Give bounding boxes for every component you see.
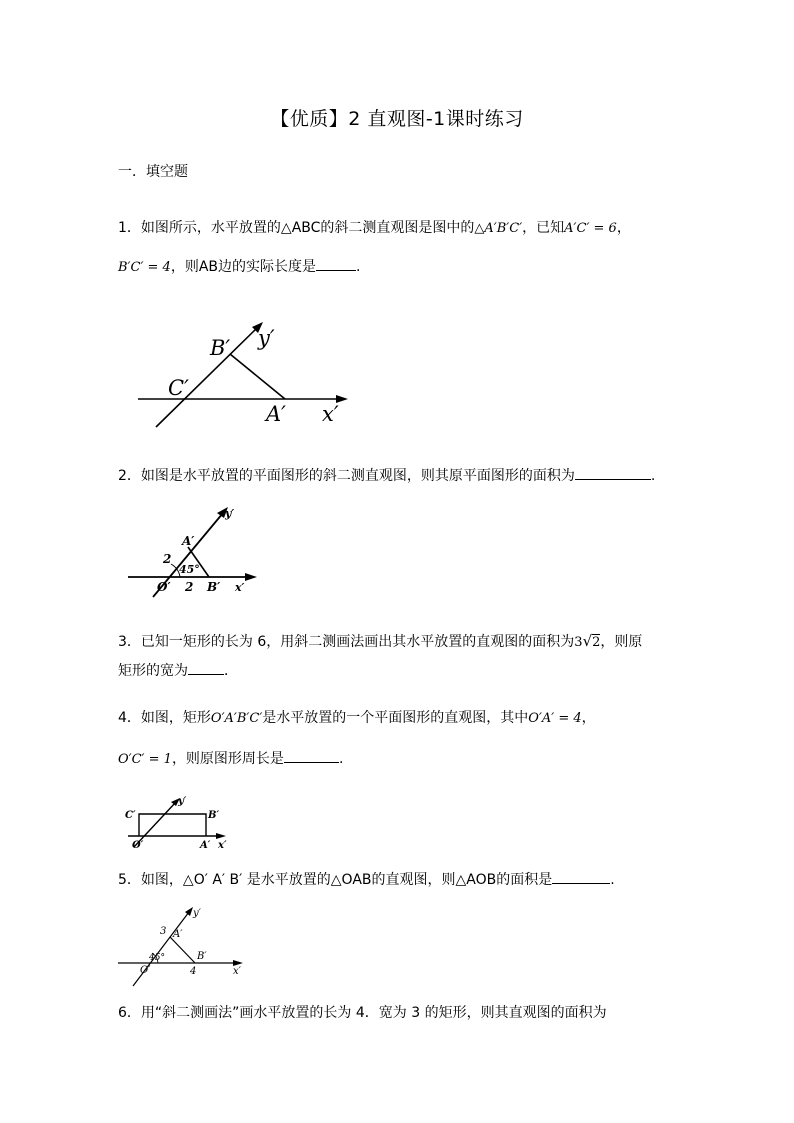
- question-1: [118, 218, 682, 239]
- math-expression: △A′B′C′: [474, 221, 523, 236]
- question-number: 2．: [118, 468, 141, 484]
- answer-blank[interactable]: [188, 660, 224, 675]
- label-angle: 45°: [149, 953, 165, 963]
- question-5: [118, 869, 682, 890]
- figure-2: [125, 503, 265, 598]
- question-text: 如图，△O′ A′ B′ 是水平放置的△OAB的直观图，则△AOB的面积是: [140, 872, 553, 888]
- answer-blank[interactable]: [575, 465, 651, 480]
- segment-ba: [230, 354, 285, 399]
- question-text: ．: [224, 663, 238, 679]
- label-x: x′: [233, 966, 241, 977]
- segment-ab: [170, 937, 195, 963]
- question-text: ，: [616, 220, 631, 236]
- label-2-left: 2: [163, 552, 172, 566]
- question-text: .: [356, 259, 361, 275]
- label-y: y′: [178, 796, 187, 807]
- question-6: [118, 1003, 682, 1023]
- question-text: 用“斜二测画法”画水平放置的长为 4．宽为 3 的矩形，则其直观图的面积为: [140, 1005, 607, 1021]
- question-text: ，则AB边的实际长度是: [170, 259, 317, 275]
- label-o: O′: [132, 840, 144, 851]
- label-2-bottom: 2: [185, 580, 194, 594]
- math-coefficient: 3: [574, 635, 583, 650]
- x-arrow-head: [216, 833, 226, 839]
- label-o: O′: [157, 580, 171, 594]
- figure-5: [115, 902, 255, 992]
- answer-blank[interactable]: [284, 748, 339, 763]
- question-text: 矩形的宽为: [118, 663, 188, 679]
- figure-1: [130, 315, 360, 430]
- y-arrow-head: [185, 907, 193, 916]
- math-expression: O′A′B′C′: [210, 711, 263, 726]
- rectangle: [139, 814, 206, 836]
- section-heading: 一．填空题: [118, 164, 188, 180]
- math-expression: [574, 632, 601, 650]
- math-expression: A′C′ = 6: [564, 221, 617, 236]
- question-text: 如图所示，水平放置的△ABC的斜二测直观图是图中的: [140, 220, 475, 236]
- label-x: x′: [235, 581, 245, 594]
- label-x: x′: [322, 402, 339, 426]
- label-x: x′: [218, 840, 227, 851]
- question-text: 如图是水平放置的平面图形的斜二测直观图，则其原平面图形的面积为: [140, 468, 575, 484]
- label-a: A′: [266, 402, 286, 426]
- question-number: 3．: [118, 634, 141, 650]
- math-radicand: 2: [592, 635, 601, 650]
- label-b: B′: [210, 336, 231, 360]
- label-a: A′: [182, 534, 195, 548]
- question-number: 6．: [118, 1005, 141, 1021]
- question-text: ，: [581, 710, 596, 726]
- page-title: 【优质】2 直观图-1课时练习: [270, 108, 524, 130]
- question-2: [118, 465, 682, 486]
- label-3: 3: [160, 926, 167, 937]
- label-b: B′: [197, 951, 207, 962]
- question-4: [118, 708, 682, 729]
- sqrt-sign: √: [582, 632, 593, 650]
- question-text: .: [338, 751, 344, 767]
- question-number: 5．: [118, 872, 141, 888]
- question-text: ，已知: [522, 220, 565, 236]
- question-text: 是水平放置的一个平面图形的直观图，其中: [262, 710, 529, 726]
- question-text: ，则原: [600, 634, 643, 650]
- question-text: 如图，矩形: [140, 710, 211, 726]
- label-angle: 45°: [179, 563, 200, 576]
- question-text: .: [610, 872, 615, 888]
- question-4-line-2: [118, 748, 682, 770]
- label-y: y′: [258, 326, 275, 350]
- label-a: A′: [173, 929, 183, 940]
- question-3-line-2: [118, 660, 682, 681]
- question-text: ，则原图形周长是: [171, 751, 284, 767]
- label-y: y′: [225, 507, 235, 520]
- label-c: C′: [168, 376, 189, 400]
- question-3: [118, 631, 682, 653]
- label-o: O′: [140, 965, 151, 976]
- figure-4: [118, 792, 233, 852]
- answer-blank[interactable]: [552, 869, 610, 884]
- label-b: B′: [208, 810, 220, 821]
- x-arrow-head: [245, 573, 257, 581]
- label-c: C′: [125, 810, 136, 821]
- math-expression: O′C′ = 1: [118, 752, 172, 767]
- label-y: y′: [193, 908, 201, 919]
- math-expression: O′A′ = 4: [528, 711, 582, 726]
- question-number: 1．: [118, 220, 141, 236]
- question-number: 4．: [118, 710, 141, 726]
- answer-blank[interactable]: [316, 256, 356, 271]
- question-1-line-2: [118, 256, 682, 278]
- question-text: .: [650, 468, 656, 484]
- label-a: A′: [200, 840, 211, 851]
- question-text: 已知一矩形的长为 6，用斜二测画法画出其水平放置的直观图的面积为: [140, 634, 575, 650]
- math-expression: B′C′ = 4: [118, 260, 171, 275]
- label-4: 4: [190, 966, 197, 977]
- label-b: B′: [207, 580, 221, 594]
